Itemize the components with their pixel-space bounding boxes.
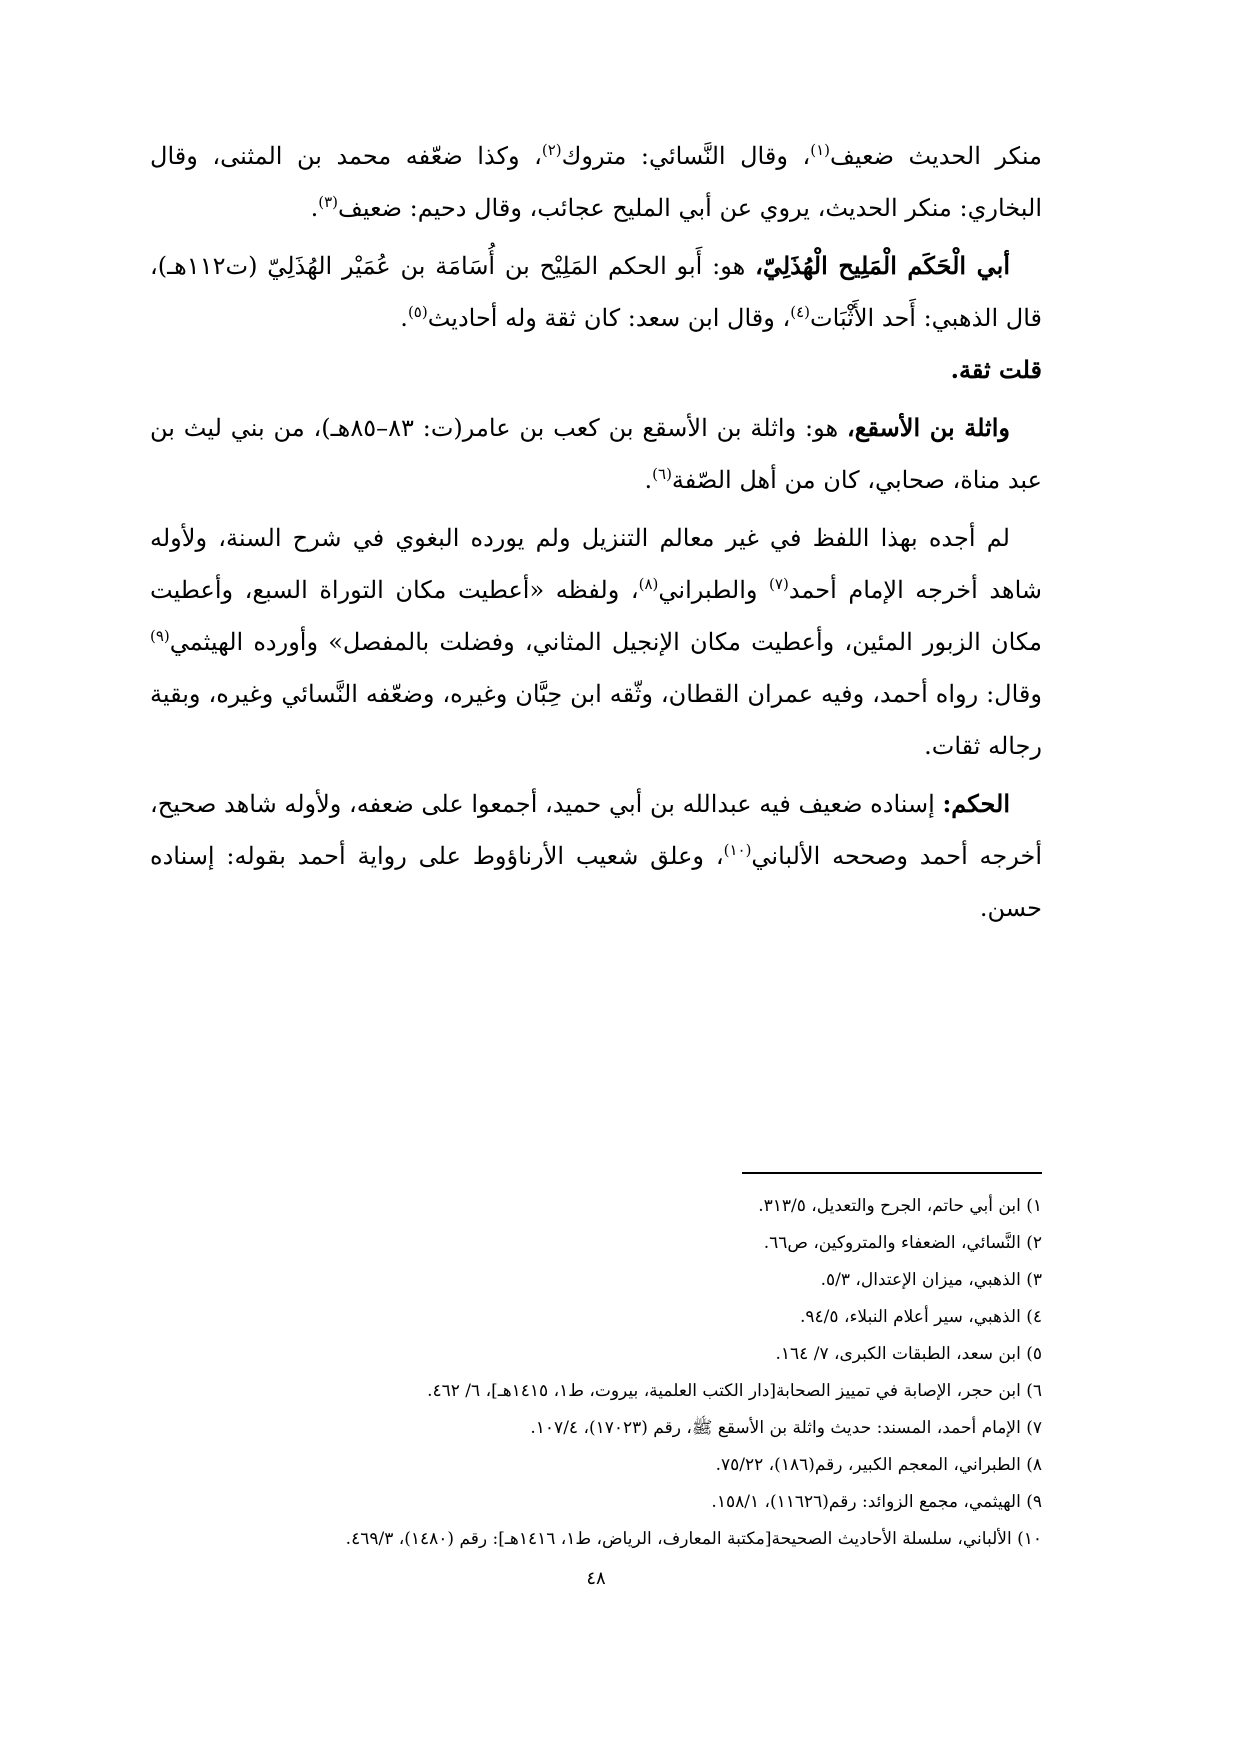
text-run: هو: أَبو الحكم المَلِيْح بن أُسَامَة بن عُمَيْر الهُذَلِيّ (ت١١٢هـ)، قال الذهبي: أَحد الأَثْبَات (150, 252, 1042, 332)
footnote-9: ٩) الهيثمي، مجمع الزوائد: رقم(١١٦٢٦)، ١٥٨/١. (711, 1492, 1042, 1512)
footnote-ref-6[interactable]: (٦) (652, 465, 672, 483)
text-run: هو: واثلة بن الأسقع بن كعب بن عامر(ت: ٨٣–٨٥هـ)، من بني ليث بن عبد مناة، صحابي، كان من أهل الصّفة (150, 414, 1042, 494)
narrator-name: أبي الْحَكَم الْمَلِيح الْهُذَلِيّ، (755, 251, 1010, 280)
paragraph-wathila (150, 402, 1042, 506)
footnote-8: ٨) الطبراني، المعجم الكبير، رقم(١٨٦)، ٧٥/٢٢. (715, 1455, 1042, 1475)
footnote-ref-5[interactable]: (٥) (407, 303, 428, 321)
text-run: ، ولفظه «أعطيت مكان التوراة السبع، وأعطيت مكان الزبور المئين، وأعطيت مكان الإنجيل المثاني، وفضلت بالمفصل» وأورده الهيثمي (150, 576, 1042, 656)
text-run: . (400, 304, 408, 332)
text-run: . (310, 194, 319, 222)
footnote-3: ٣) الذهبي، ميزان الإعتدال، ٥/٣. (820, 1270, 1042, 1290)
text-run: ، وقال النَّسائي: متروك (561, 142, 811, 170)
footnote-1: ١) ابن أبي حاتم، الجرح والتعديل، ٣١٣/٥. (758, 1196, 1042, 1216)
paragraph-ruling (150, 778, 1042, 934)
paragraph-takhrij (150, 512, 1042, 772)
document-page (150, 130, 1042, 1589)
main-text (150, 130, 1042, 934)
footnote-ref-9[interactable]: (٩) (150, 627, 170, 645)
footnote-7: ٧) الإمام أحمد، المسند: حديث واثلة بن الأسقع ﷺ، رقم (١٧٠٢٣)، ١٠٧/٤. (530, 1418, 1042, 1438)
footnotes (150, 1188, 1042, 1558)
text-run: والطبراني (658, 576, 770, 604)
narrator-name: واثلة بن الأسقع، (847, 413, 1010, 442)
text-run: إسناده ضعيف فيه عبدالله بن أبي حميد، أجمعوا على ضعفه، ولأوله شاهد صحيح، أخرجه أحمد وصححه الألباني (150, 790, 1042, 870)
footnote-ref-10[interactable]: (١٠) (723, 841, 752, 859)
text-run: ، وعلق شعيب الأرناؤوط على رواية أحمد بقوله: إسناده حسن. (150, 842, 1042, 922)
footnote-4: ٤) الذهبي، سير أعلام النبلاء، ٩٤/٥. (800, 1307, 1042, 1327)
text-run: ، وقال ابن سعد: كان ثقة وله أحاديث (427, 304, 791, 332)
page-number: ٤٨ (586, 1568, 606, 1589)
footnote-ref-3[interactable]: (٣) (318, 193, 338, 211)
paragraph-narrator-critique (150, 130, 1042, 234)
footnote-ref-7[interactable]: (٧) (769, 575, 789, 593)
footnote-ref-8[interactable]: (٨) (638, 575, 659, 593)
footnote-ref-1[interactable]: (١) (810, 141, 830, 159)
text-run: منكر الحديث ضعيف (829, 142, 1042, 170)
footnote-5: ٥) ابن سعد، الطبقات الكبرى، ٧/ ١٦٤. (775, 1344, 1042, 1364)
text-run: لم أجده بهذا اللفظ في غير معالم التنزيل ولم يورده البغوي في شرح السنة، ولأوله شاهد أخرجه الإمام أحمد (150, 524, 1042, 604)
footnote-ref-4[interactable]: (٤) (790, 303, 811, 321)
footnote-10: ١٠) الألباني، سلسلة الأحاديث الصحيحة[مكتبة المعارف، الرياض، ط١، ١٤١٦هـ]: رقم (١٤٨٠)، ٤٦٩/٣. (345, 1529, 1042, 1549)
footnote-6: ٦) ابن حجر، الإصابة في تمييز الصحابة[دار الكتب العلمية، بيروت، ط١، ١٤١٥هـ]، ٦/ ٤٦٢. (427, 1381, 1042, 1401)
text-run: وقال: رواه أحمد، وفيه عمران القطان، وثّقه ابن حِبَّان وغيره، وضعّفه النَّسائي وغيره، وبقية رجاله ثقات. (150, 680, 1042, 760)
author-verdict: قلت ثقة. (950, 355, 1042, 384)
ruling-label: الحكم: (942, 789, 1010, 818)
footnote-ref-2[interactable]: (٢) (541, 141, 562, 159)
footnote-2: ٢) النَّسائي، الضعفاء والمتروكين، ص٦٦. (763, 1233, 1042, 1253)
paragraph-abu-al-hakam (150, 240, 1042, 396)
text-run: . (644, 466, 653, 494)
text-run: ، وكذا ضعّفه محمد بن المثنى، وقال البخاري: منكر الحديث، يروي عن أبي المليح عجائب، وقال دحيم: ضعيف (150, 142, 1042, 222)
footnote-separator (742, 1172, 1042, 1174)
